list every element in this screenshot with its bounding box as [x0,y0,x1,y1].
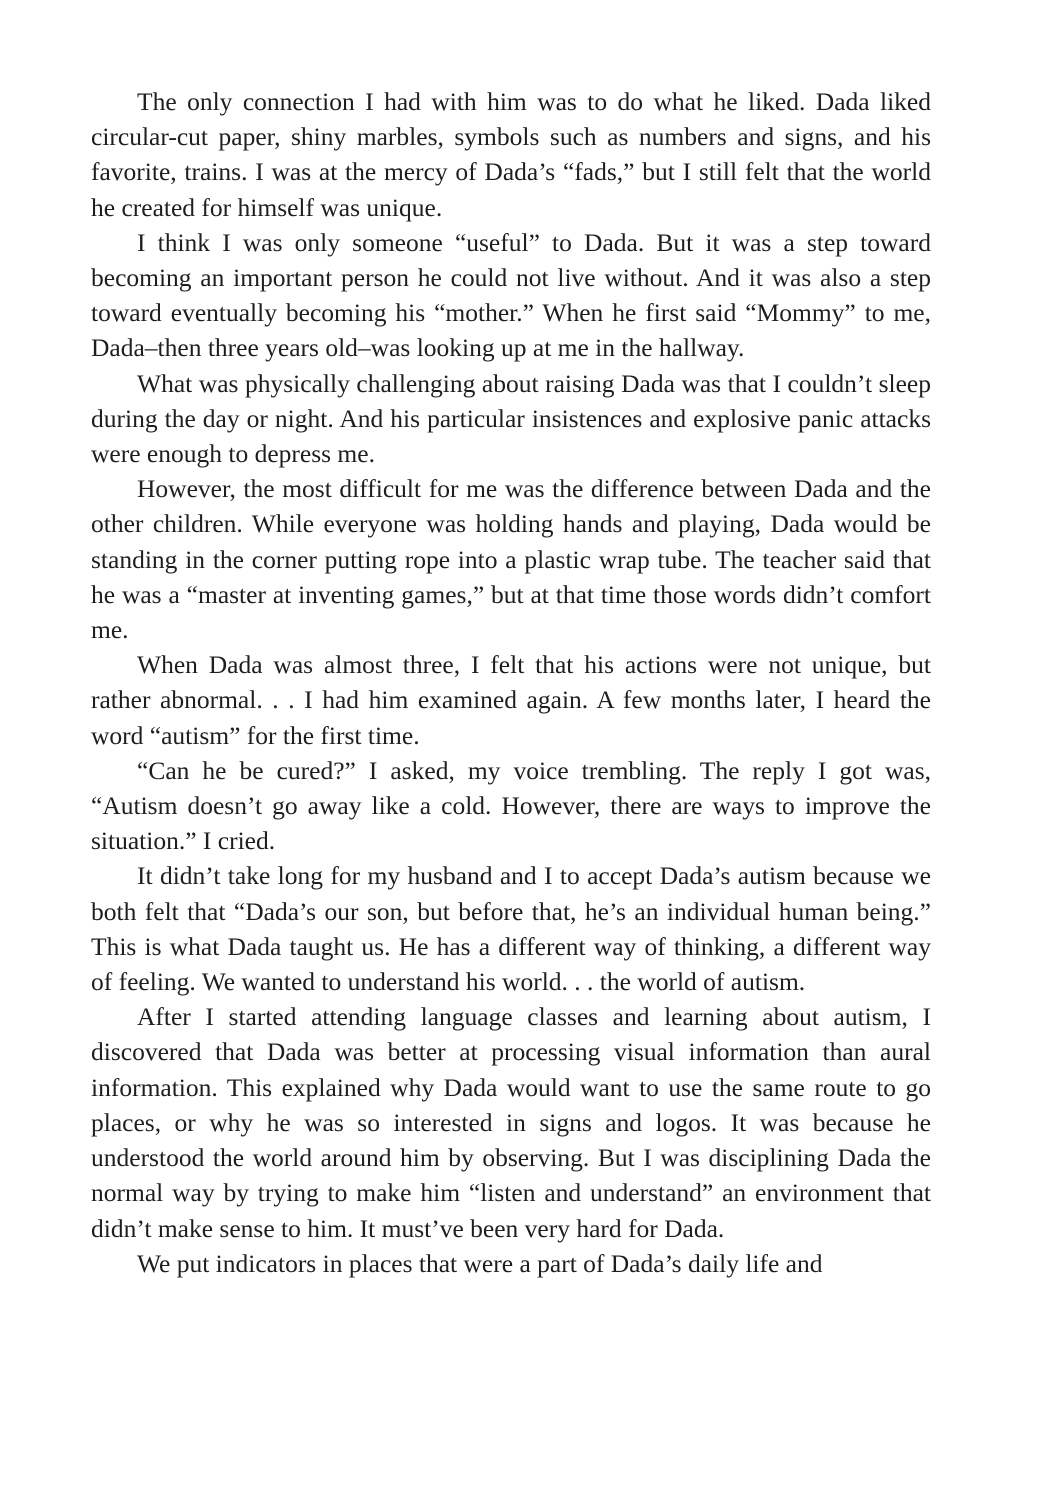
paragraph-8: After I started attending language classes and learning about autism, I discovered that Dada was better at processing visual information than aural information. This explained why Dada would want to use the same route to go places, or why he was so interested in signs and logos. It was because he understood the world around him by observing. But I was disciplining Dada the normal way by trying to make him “listen and understand” an environment that didn’t make sense to him. It must’ve been very hard for Dada. [91,1002,931,1243]
paragraph-1: The only connection I had with him was to do what he liked. Dada liked circular-cut paper, shiny marbles, symbols such as numbers and signs, and his favorite, trains. I was at the mercy of Dada’s “fads,” but I still felt that the world he created for himself was unique. [91,87,931,222]
paragraph-3: What was physically challenging about raising Dada was that I couldn’t sleep during the day or night. And his particular insistences and explosive panic attacks were enough to depress me. [91,368,931,469]
paragraph-4: However, the most difficult for me was the difference between Dada and the other children. While everyone was holding hands and playing, Dada would be standing in the corner putting rope into a plastic wrap tube. The teacher said that he was a “master at inventing games,” but at that time those words didn’t comfort me. [91,474,931,645]
paragraph-5: When Dada was almost three, I felt that his actions were not unique, but rather abnormal. . . I had him examined again. A few months later, I heard the word “autism” for the first time. [91,650,931,750]
paragraph-6: “Can he be cured?” I asked, my voice trembling. The reply I got was, “Autism doesn’t go away like a cold. However, there are ways to improve the situation.” I cried. [91,755,931,856]
paragraph-9: We put indicators in places that were a part of Dada’s daily life and [137,1248,823,1278]
paragraph-7: It didn’t take long for my husband and I to accept Dada’s autism because we both felt that “Dada’s our son, but before that, he’s an individual human being.” This is what Dada taught us. He has a different way of thinking, a different way of feeling. We wanted to understand his world. . . the world of autism. [91,861,931,997]
page-text-body [91,84,931,1444]
paragraph-2: I think I was only someone “useful” to Dada. But it was a step toward becoming an important person he could not live without. And it was also a step toward eventually becoming his “mother.” When he first said “Mommy” to me, Dada–then three years old–was looking up at me in the hallway. [91,227,931,363]
